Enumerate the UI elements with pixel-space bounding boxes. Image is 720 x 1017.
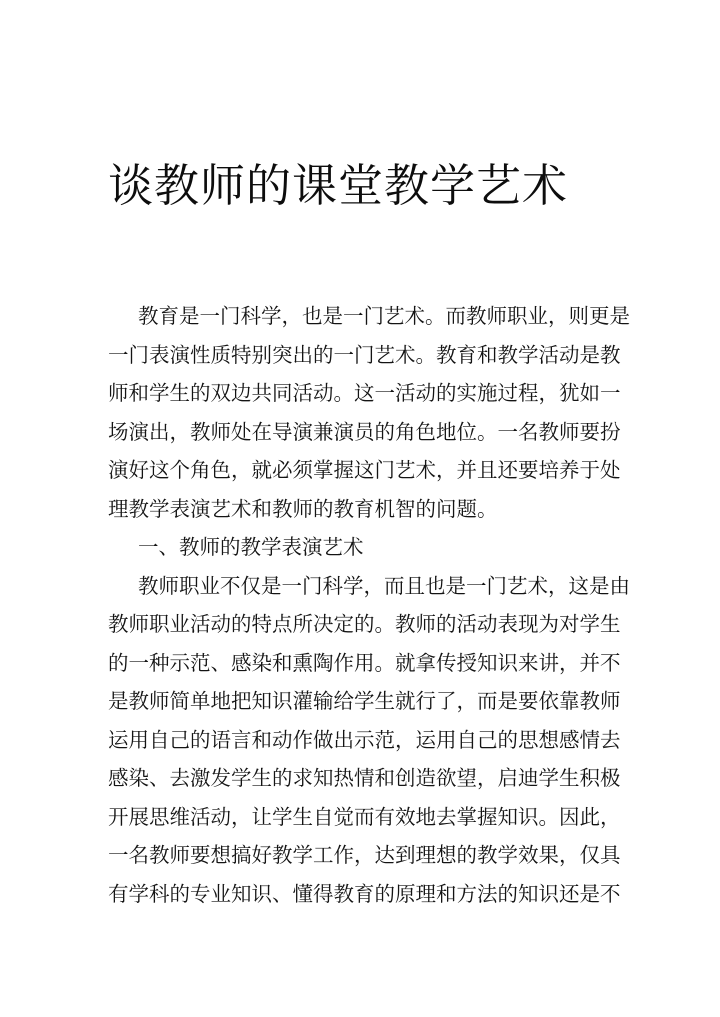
paragraph-line: 演好这个角色，就必须掌握这门艺术，并且还要培养于处 [108,458,621,482]
paragraph-line: 教师职业活动的特点所决定的。教师的活动表现为对学生 [108,612,621,636]
paragraph-line: 教师职业不仅是一门科学，而且也是一门艺术，这是由 [138,573,630,598]
paragraph-line: 理教学表演艺术和教师的教育机智的问题。 [108,496,498,521]
paragraph-line: 一名教师要想搞好教学工作，达到理想的教学效果，仅具 [108,843,621,867]
paragraph-line: 是教师简单地把知识灌输给学生就行了，而是要依靠教师 [108,689,621,713]
paragraph-line: 师和学生的双边共同活动。这一活动的实施过程，犹如一 [108,381,621,405]
section-heading: 一、教师的教学表演艺术 [138,535,364,559]
paragraph-line: 开展思维活动，让学生自觉而有效地去掌握知识。因此， [108,804,621,829]
document-title: 谈教师的课堂教学艺术 [108,159,569,212]
paragraph-line: 场演出，教师处在导演兼演员的角色地位。一名教师要扮 [108,419,621,444]
paragraph-line: 运用自己的语言和动作做出示范，运用自己的思想感情去 [108,727,621,752]
paragraph-line: 的一种示范、感染和熏陶作用。就拿传授知识来讲，并不 [108,650,621,675]
paragraph-line: 有学科的专业知识、懂得教育的原理和方法的知识还是不 [108,881,621,906]
paragraph-line: 一门表演性质特别突出的一门艺术。教育和教学活动是教 [108,342,621,367]
paragraph-line: 教育是一门科学，也是一门艺术。而教师职业，则更是 [138,304,630,328]
document-body [108,297,630,913]
paragraph-line: 感染、去激发学生的求知热情和创造欲望，启迪学生积极 [108,766,621,790]
